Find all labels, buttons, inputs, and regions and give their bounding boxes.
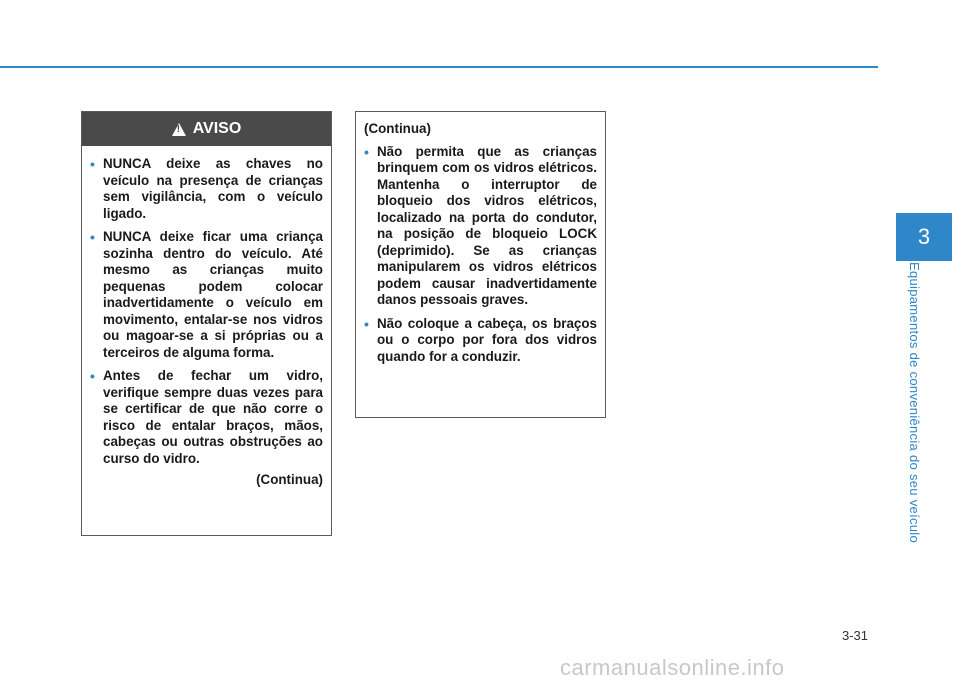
header-rule [0, 66, 878, 68]
list-item: • Não coloque a cabeça, os braços ou o corpo por fora dos vidros quando for a conduzir. [364, 315, 597, 364]
list-item: • Antes de fechar um vidro, verifique sempre duas vezes para se certificar de que não corre o risco de entalar braços, mãos, cabeças ou outras obstruções ao curso do vidro. [90, 368, 323, 466]
watermark: carmanualsonline.info [560, 655, 785, 680]
bullet-dot-icon: • [364, 143, 369, 160]
warning-body-right [356, 112, 605, 365]
list-item: • NUNCA deixe as chaves no veículo na presença de crianças sem vigilância, com o veículo ligado. [90, 156, 323, 221]
warning-box-right [355, 111, 606, 418]
chapter-tab [896, 213, 952, 261]
bullet-dot-icon: • [90, 229, 95, 245]
chapter-title: Equipamentos de conveniência do seu veículo [907, 262, 922, 544]
warning-triangle-icon [172, 123, 186, 136]
continued-label: (Continua) [256, 472, 323, 487]
page-number: 3-31 [842, 628, 869, 643]
bullet-dot-icon: • [90, 368, 95, 384]
list-item: • NUNCA deixe ficar uma criança sozinha dentro do veículo. Até mesmo as crianças muito pequenas podem colocar inadvertidamente o veículo em movimento, entalar-se nos vidros ou magoar-se a si próprias ou a terceiros de alguma forma. [90, 229, 323, 360]
continued-from-label: (Continua) [364, 121, 431, 136]
bullet-dot-icon: • [90, 156, 95, 172]
list-item: • Não permita que as crianças brinquem com os vidros elétricos. Mantenha o interruptor de bloqueio dos vidros elétricos, localizado na porta do condutor, na posição de bloqueio LOCK (deprimido). Se as crianças manipularem os vidros elétricos podem causar inadvertidamente danos pessoais graves. [364, 143, 597, 307]
warning-body-left [82, 146, 331, 489]
warning-header-label: AVISO [192, 120, 242, 137]
chapter-number: 3 [917, 224, 931, 249]
warning-list-left [90, 156, 323, 467]
warning-box-left [81, 111, 332, 536]
warning-list-right [364, 144, 597, 366]
bullet-dot-icon: • [364, 315, 369, 332]
warning-header [82, 112, 331, 146]
